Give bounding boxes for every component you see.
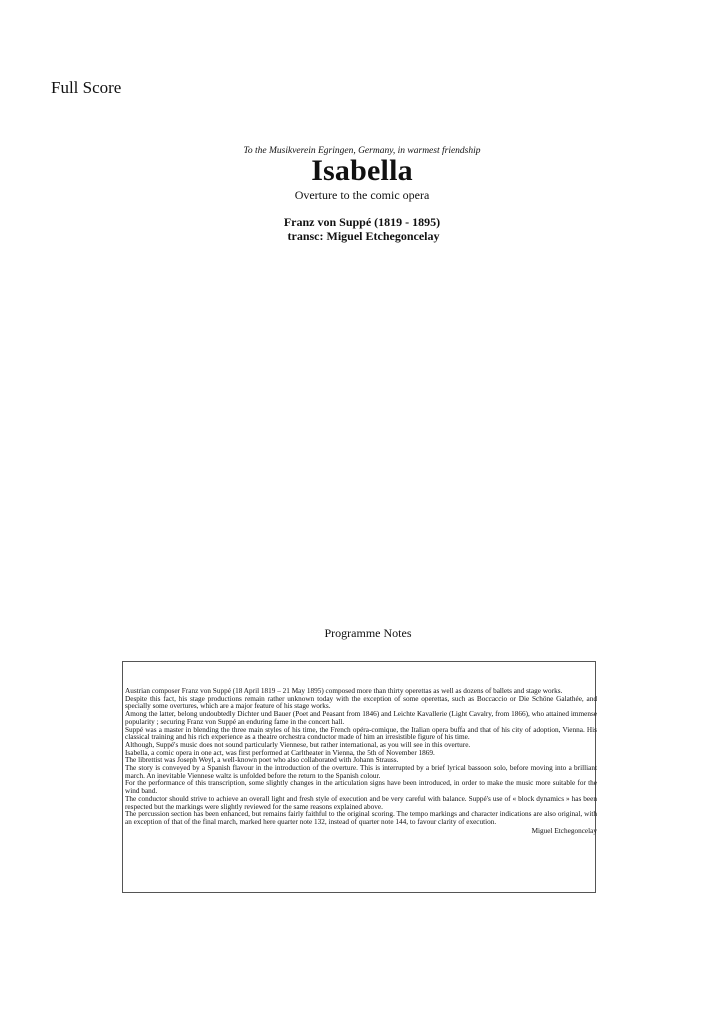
notes-signature: Miguel Etchegoncelay <box>531 826 597 835</box>
score-type-label: Full Score <box>51 78 122 97</box>
page-title: Isabella <box>311 154 413 187</box>
composer-credit: Franz von Suppé (1819 - 1895) <box>283 215 441 229</box>
programme-notes-text <box>125 688 597 835</box>
subtitle: Overture to the comic opera <box>294 188 430 202</box>
credits <box>0 215 724 243</box>
notes-paragraph: Among the latter, belong undoubtedly Dichter und Bauer (Poet and Peasant from 1846) and Leichte Kavallerie (Light Cavalry, from 1866), who attained immense popularity ; securing Franz von Suppé an enduring fame in the concert hall. <box>125 710 597 726</box>
programme-notes-heading: Programme Notes <box>324 626 412 640</box>
notes-paragraph: Although, Suppé's music does not sound particularly Viennese, but rather international, as you will see in this overture. <box>125 740 471 749</box>
transcriber-credit: transc: Miguel Etchegoncelay <box>284 229 440 243</box>
notes-paragraph: The story is conveyed by a Spanish flavour in the introduction of the overture. This is interrupted by a brief lyrical bassoon solo, before moving into a brilliant march. An inevitable Viennese waltz is unfolded before the return to the Spanish colour. <box>125 764 597 780</box>
notes-paragraph: The percussion section has been enhanced, but remains fairly faithful to the original scoring. The tempo markings and character indications are also original, with an exception of that of the final march, marked here quarter note 132, instead of quarter note 144, to favour clarity of execution. <box>125 810 597 826</box>
notes-paragraph: The librettist was Joseph Weyl, a well-known poet who also collaborated with Johann Strauss. <box>125 756 399 765</box>
notes-paragraph: Suppé was a master in blending the three main styles of his time, the French opéra-comique, the Italian opera buffa and that of his city of adoption, Vienna. His classical training and his rich experience as a theatre orchestra conductor made of him an irresistible figure of his time. <box>125 725 597 742</box>
programme-notes-box <box>122 661 596 893</box>
notes-paragraph: Despite this fact, his stage productions remain rather unknown today with the exception of some operettas, such as Boccaccio or Die Schöne Galathée, and specially some overtures, which are a major feature of his stage works. <box>125 694 597 711</box>
notes-paragraph: Austrian composer Franz von Suppé (18 April 1819 – 21 May 1895) composed more than thirty operettas as well as dozens of ballets and stage works. <box>125 687 563 695</box>
notes-paragraph: The conductor should strive to achieve an overall light and fresh style of execution and be very careful with balance. Suppé's use of « block dynamics » has been respected but the markings were slightly reviewed for the same reasons explained above. <box>125 794 597 811</box>
notes-paragraph: For the performance of this transcription, some slightly changes in the articulation signs have been introduced, in order to make the music more suitable for the wind band. <box>125 779 597 796</box>
dedication: To the Musikverein Egringen, Germany, in warmest friendship <box>243 146 481 156</box>
notes-paragraph: Isabella, a comic opera in one act, was first performed at Carltheater in Vienna, the 5th of November 1869. <box>125 748 435 757</box>
